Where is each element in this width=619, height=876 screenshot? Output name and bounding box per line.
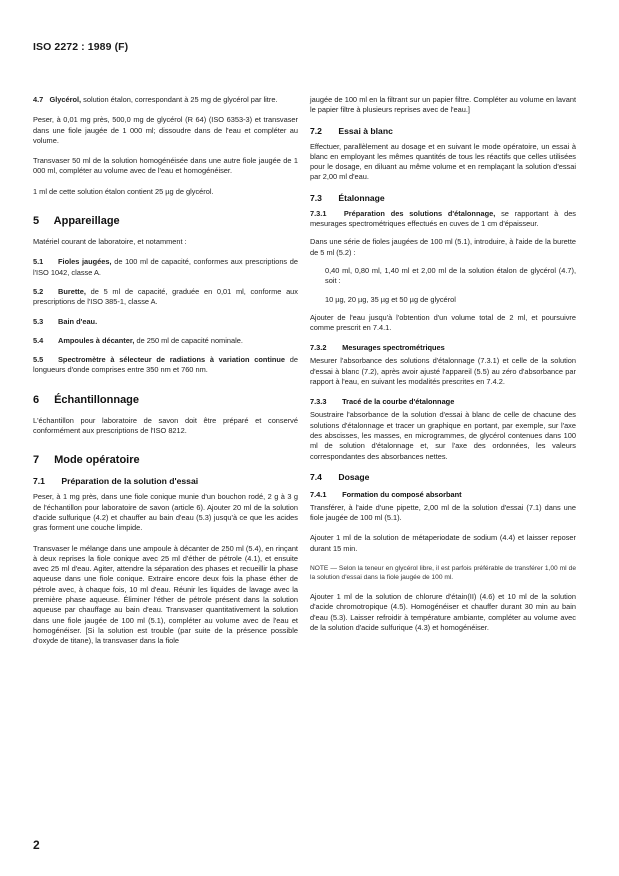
paragraph: jaugée de 100 ml en la filtrant sur un papier filtre. Compléter au volume en lavant le papier filtre à plusieurs reprises avec de l'eau.] xyxy=(310,95,576,115)
paragraph: 0,40 ml, 0,80 ml, 1,40 ml et 2,00 ml de la solution étalon de glycérol (4.7), soit : xyxy=(325,265,576,286)
note: NOTE — Selon la teneur en glycérol libre, il est parfois préférable de transférer 1,00 ml de la solution d'essai dans la fiole jaugée de 100 ml. xyxy=(310,565,576,582)
section-7-heading xyxy=(33,454,298,466)
section-number: 7.3.2 xyxy=(310,343,327,353)
item-number: 5.3 xyxy=(33,316,44,326)
section-7-3-3-heading xyxy=(310,397,576,406)
item-title: Fioles jaugées, xyxy=(58,257,112,267)
section-4-7-intro xyxy=(33,95,298,105)
right-column xyxy=(310,95,576,643)
section-number: 7.2 xyxy=(310,125,322,136)
list-item xyxy=(33,317,298,327)
paragraph: Dans une série de fioles jaugées de 100 ml (5.1), introduire, à l'aide de la burette de 5 ml (5.2) : xyxy=(310,237,576,257)
section-number: 6 xyxy=(33,393,40,406)
section-number: 7.1 xyxy=(33,476,45,487)
section-title: Tracé de la courbe d'étalonnage xyxy=(342,397,455,407)
section-6-heading xyxy=(33,394,298,406)
paragraph: Ajouter 1 ml de la solution de métaperiodate de sodium (4.4) et laisser reposer durant 15 min. xyxy=(310,533,576,553)
left-column xyxy=(33,95,298,647)
section-title: Mode opératoire xyxy=(54,454,140,467)
equipment-list xyxy=(33,257,298,375)
section-number: 7.4 xyxy=(310,471,322,482)
section-number: 5 xyxy=(33,215,40,228)
item-number: 5.2 xyxy=(33,286,44,296)
list-item xyxy=(33,257,298,278)
item-text: de 100 ml de capacité, conformes aux prescriptions de l'ISO 1042, classe A. xyxy=(33,257,298,277)
item-number: 5.1 xyxy=(33,257,44,267)
list-item xyxy=(33,336,298,346)
page-number: 2 xyxy=(33,838,40,852)
section-number: 4.7 xyxy=(33,95,44,104)
paragraph: se rapportant à des mesurages spectrométriques effectués en cuves de 1 cm d'épaisseur. xyxy=(310,208,577,229)
section-title: Dosage xyxy=(338,471,370,482)
section-title: Glycérol, xyxy=(49,95,82,104)
paragraph: Ajouter 1 ml de la solution de chlorure d'étain(II) (4.6) et 10 ml de la solution d'acide chromotropique (4.5). Homogénéiser et chauffer durant 30 min au bain d'eau (5.3). Laisser refroidir à température ambiante, compléter au volume avec de la solution d'acide sulfurique (4.3) et homogénéiser. xyxy=(310,592,576,632)
paragraph: Soustraire l'absorbance de la solution d'essai à blanc de celle de chacune des solutions d'étalonnage et tracer un graphique en portant, par exemple, sur l'axe des abscisses, les masses, en microgrammes, de glycérol contenues dans 100 ml de solution d'étalonnage et, sur l'axe des ordonnées, les valeurs correspondantes des absorbances nettes. xyxy=(310,410,576,461)
section-title: Préparation de la solution d'essai xyxy=(61,476,199,487)
item-title: Bain d'eau. xyxy=(58,316,98,326)
item-title: Ampoules à décanter, xyxy=(58,335,135,345)
section-7-1-heading xyxy=(33,476,298,486)
section-title: Essai à blanc xyxy=(338,125,393,136)
section-number: 7.3.3 xyxy=(310,397,327,407)
section-5-heading xyxy=(33,215,298,227)
list-item xyxy=(33,287,298,308)
section-7-3-2-heading xyxy=(310,343,576,352)
section-number: 7 xyxy=(33,454,40,467)
paragraph: Matériel courant de laboratoire, et notamment : xyxy=(33,237,187,247)
paragraph: Ajouter de l'eau jusqu'à l'obtention d'un volume total de 2 ml, et poursuivre comme prescrit en 7.4.1. xyxy=(310,312,576,333)
paragraph: Transvaser le mélange dans une ampoule à décanter de 250 ml (5.4), en rinçant à deux reprises la fiole conique avec 25 ml d'éther de pétrole (4.1), et ensuite avec 25 ml d'eau. Agiter, attendre la séparation des phases et recueillir la phase aqueuse dans une fiole conique. Extraire encore deux fois la phase éther de pétrole avec, à chaque fois, 10 ml d'eau. Réunir les liquides de lavage avec la première phase aqueuse. Éliminer l'éther de pétrole présent dans la solution aqueuse par chauffage au bain d'eau. Transvaser quantitativement la solution dans une fiole jaugée de 100 ml (5.1), compléter au volume avec de l'eau et homogénéiser. [Si la solution est trouble (par suite de la présence possible d'oxyde de titane), la transvaser dans la fiole xyxy=(33,543,298,646)
section-title: Mesurages spectrométriques xyxy=(342,343,445,353)
section-title: Échantillonnage xyxy=(54,393,140,406)
paragraph: Mesurer l'absorbance des solutions d'étalonnage (7.3.1) et celle de la solution d'essai à blanc (7.2), après avoir ajusté l'appareil (5.5) au zéro d'absorbance par rapport à l'eau, en suivant les modalités prescrites en 7.4.2. xyxy=(310,356,576,387)
paragraph: Effectuer, parallèlement au dosage et en suivant le mode opératoire, un essai à blanc en employant les mêmes quantités de tous les réactifs que celles utilisées pour le dosage, en diluant au même volume et en remplaçant la solution d'essai par 2,00 ml d'eau. xyxy=(310,141,576,182)
paragraph: solution étalon, correspondant à 25 mg de glycérol par litre. xyxy=(83,95,278,104)
item-text: de longueurs d'onde comprises entre 350 nm et 760 nm. xyxy=(33,355,298,375)
paragraph: Transférer, à l'aide d'une pipette, 2,00 ml de la solution d'essai (7.1) dans une fiole jaugée de 100 ml (5.1). xyxy=(310,502,576,523)
paragraph: L'échantillon pour laboratoire de savon doit être préparé et conservé conformément aux prescriptions de l'ISO 8212. xyxy=(33,415,298,436)
item-number: 5.4 xyxy=(33,335,44,345)
section-7-4-1-heading xyxy=(310,490,576,499)
section-7-2-heading xyxy=(310,126,576,136)
section-title: Appareillage xyxy=(53,215,120,228)
item-number: 5.5 xyxy=(33,355,44,365)
page-header: ISO 2272 : 1989 (F) xyxy=(33,41,129,53)
item-text: de 5 ml de capacité, graduée en 0,01 ml, conforme aux prescriptions de l'ISO 385-1, classe A. xyxy=(33,286,298,307)
section-title: Préparation des solutions d'étalonnage, xyxy=(343,208,496,218)
section-number: 7.3.1 xyxy=(310,208,327,218)
section-7-3-1-intro xyxy=(310,209,576,230)
section-number: 7.4.1 xyxy=(310,489,327,499)
section-number: 7.3 xyxy=(310,192,322,203)
paragraph: Peser, à 0,01 mg près, 500,0 mg de glycérol (R 64) (ISO 6353-3) et transvaser dans une fiole jaugée de 1 000 ml; dissoudre dans de l'eau et compléter au volume. xyxy=(33,115,298,145)
item-text: de 250 ml de capacité nominale. xyxy=(136,335,243,345)
section-title: Étalonnage xyxy=(338,192,385,203)
section-title: Formation du composé absorbant xyxy=(342,489,462,499)
section-7-4-heading xyxy=(310,472,576,482)
paragraph: 10 µg, 20 µg, 35 µg et 50 µg de glycérol xyxy=(325,294,456,304)
paragraph: 1 ml de cette solution étalon contient 25 µg de glycérol. xyxy=(33,186,214,196)
paragraph: Peser, à 1 mg près, dans une fiole conique munie d'un bouchon rodé, 2 g à 3 g de l'échantillon pour laboratoire de savon (article 6). Ajouter 20 ml de la solution d'acide sulfurique (4.2) et chauffer au bain d'eau (5.3) jusqu'à ce que les acides gras forment une couche limpide. xyxy=(33,492,298,533)
item-title: Burette, xyxy=(58,286,86,296)
paragraph: Transvaser 50 ml de la solution homogénéisée dans une autre fiole jaugée de 1 000 ml, compléter au volume avec de l'eau et homogénéiser. xyxy=(33,156,298,176)
item-title: Spectromètre à sélecteur de radiations à variation continue xyxy=(58,355,286,365)
list-item xyxy=(33,355,298,376)
section-7-3-heading xyxy=(310,193,576,203)
